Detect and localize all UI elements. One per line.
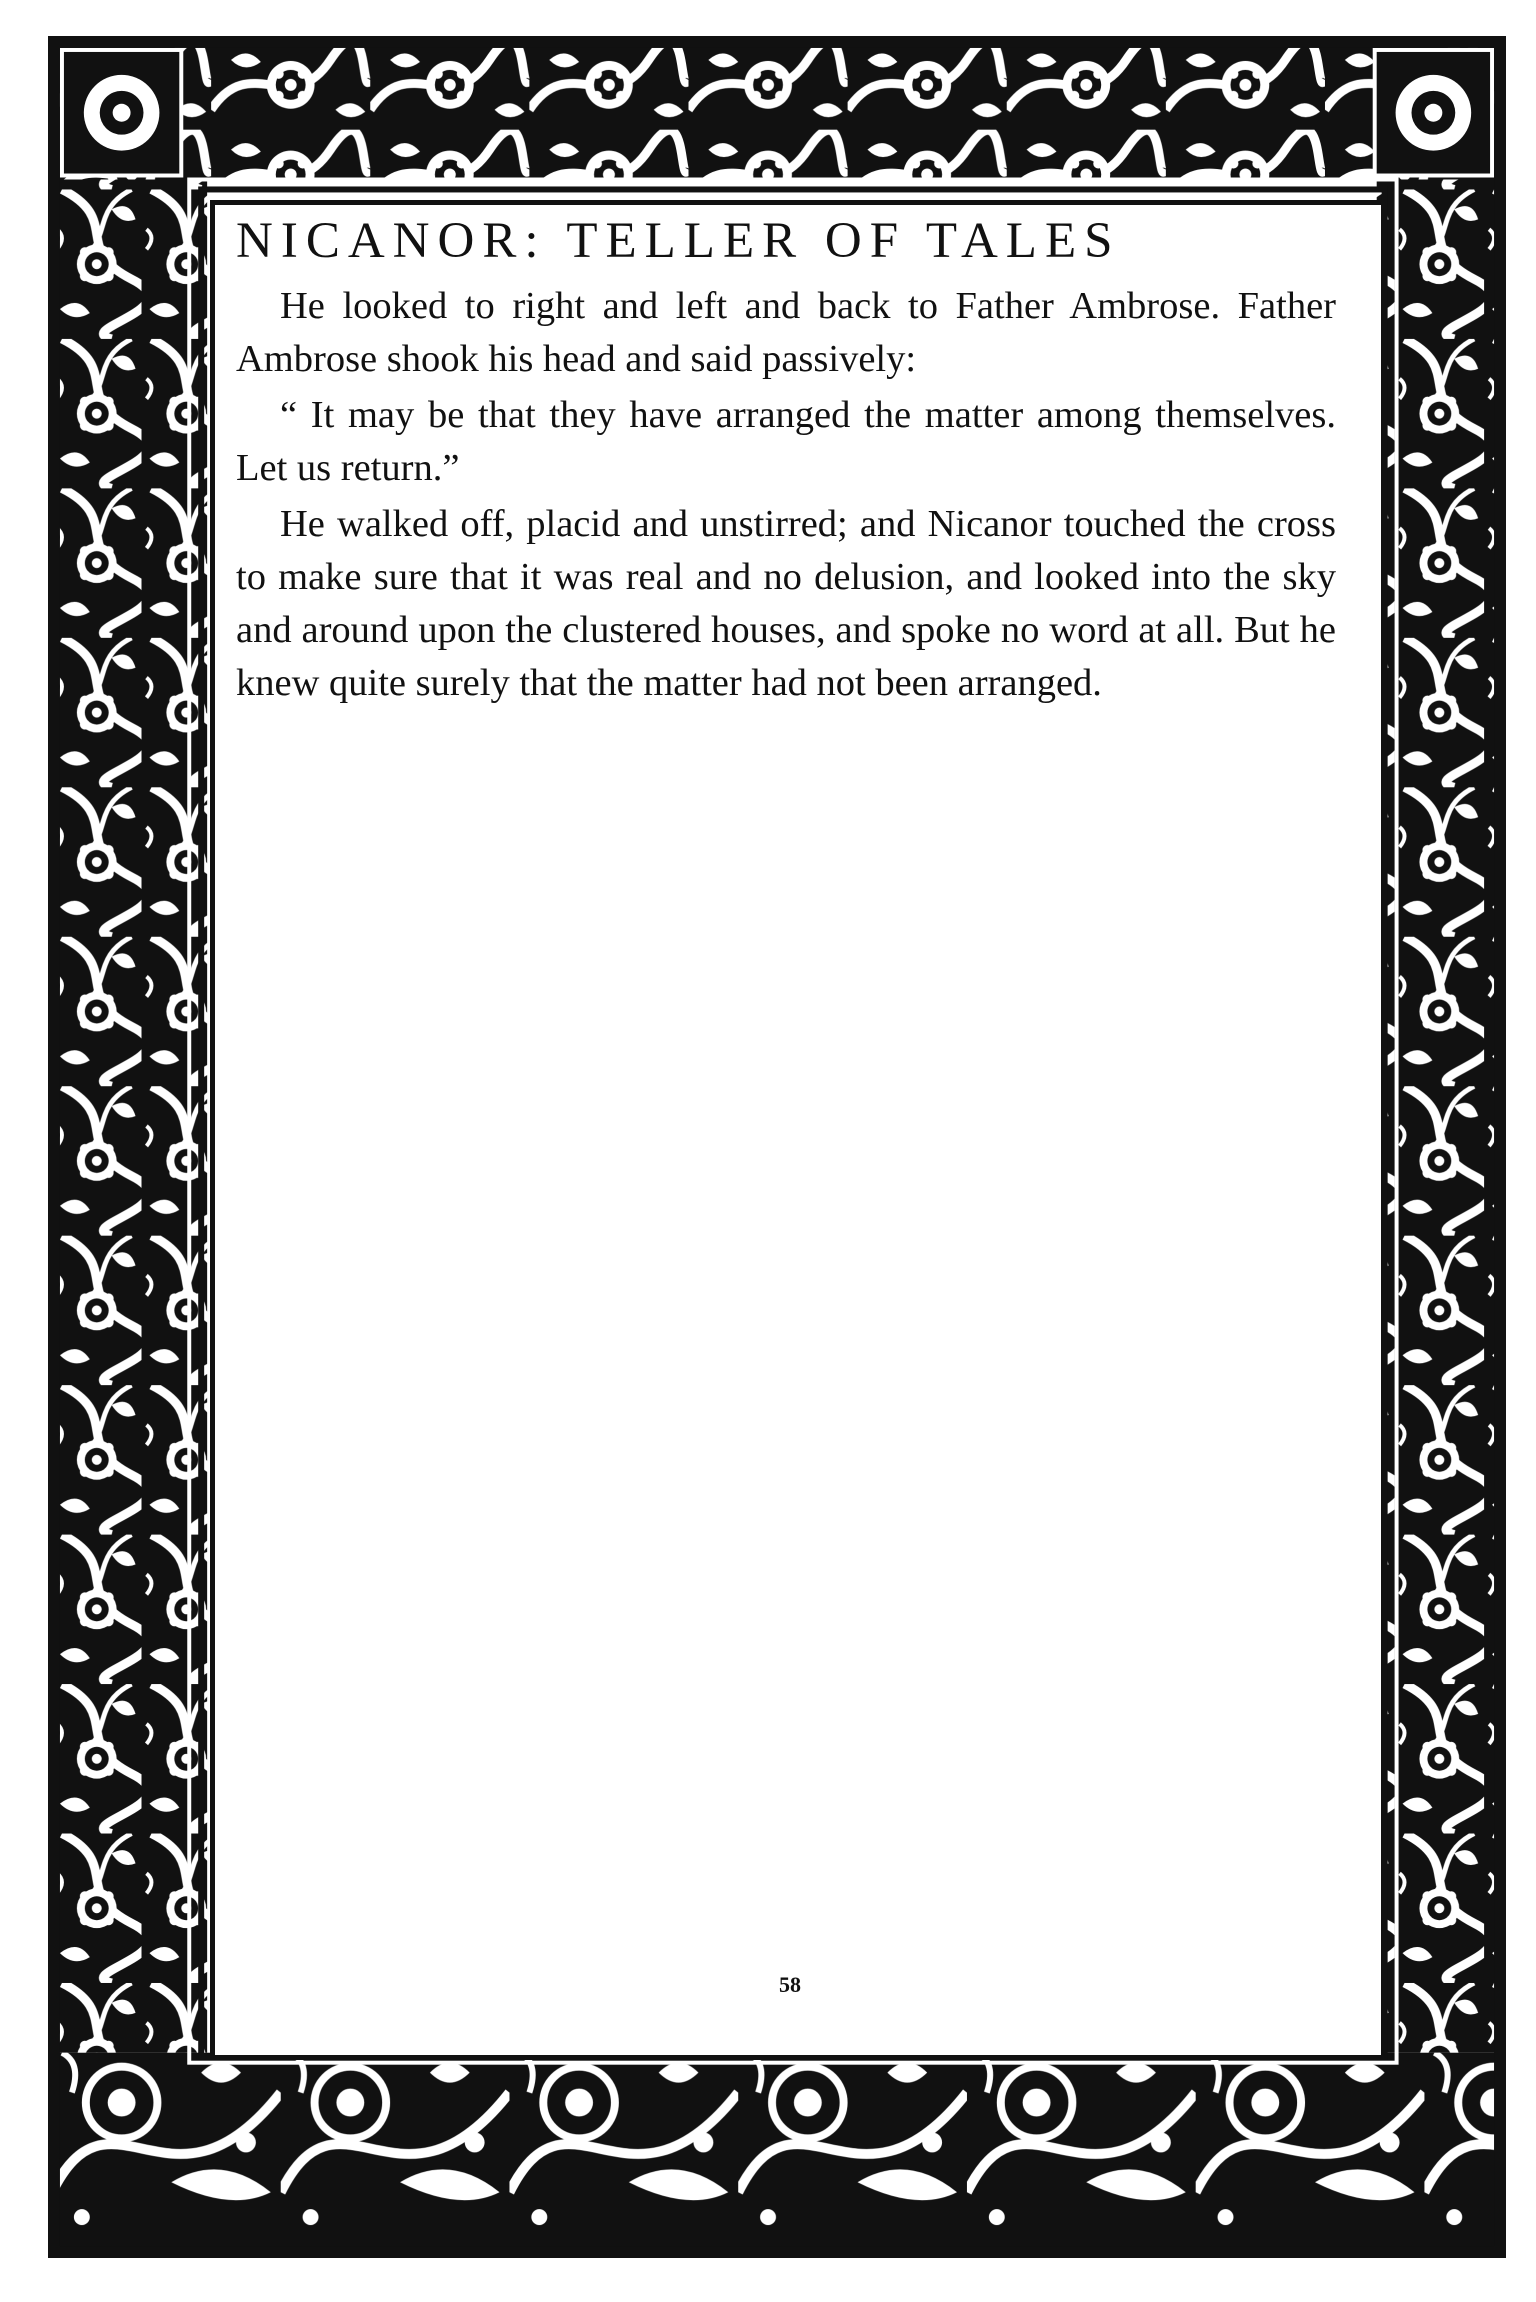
running-head: NICANOR: TELLER OF TALES [236,213,1121,269]
paragraph: He walked off, placid and unstirred; and Nicanor touched the cross to make sure that it was real and no delusion, and looked into the sky and around upon the clustered houses, and spoke no word at all. But he knew quite surely that the matter had not been arranged. [236,503,1336,704]
page-body [236,212,1336,710]
page-number: 58 [779,1972,801,1997]
paragraph: “ It may be that they have arranged the matter among themselves. Let us return.” [236,394,1336,489]
paragraph: He looked to right and left and back to Father Ambrose. Father Ambrose shook his head and said passively: [236,285,1336,380]
